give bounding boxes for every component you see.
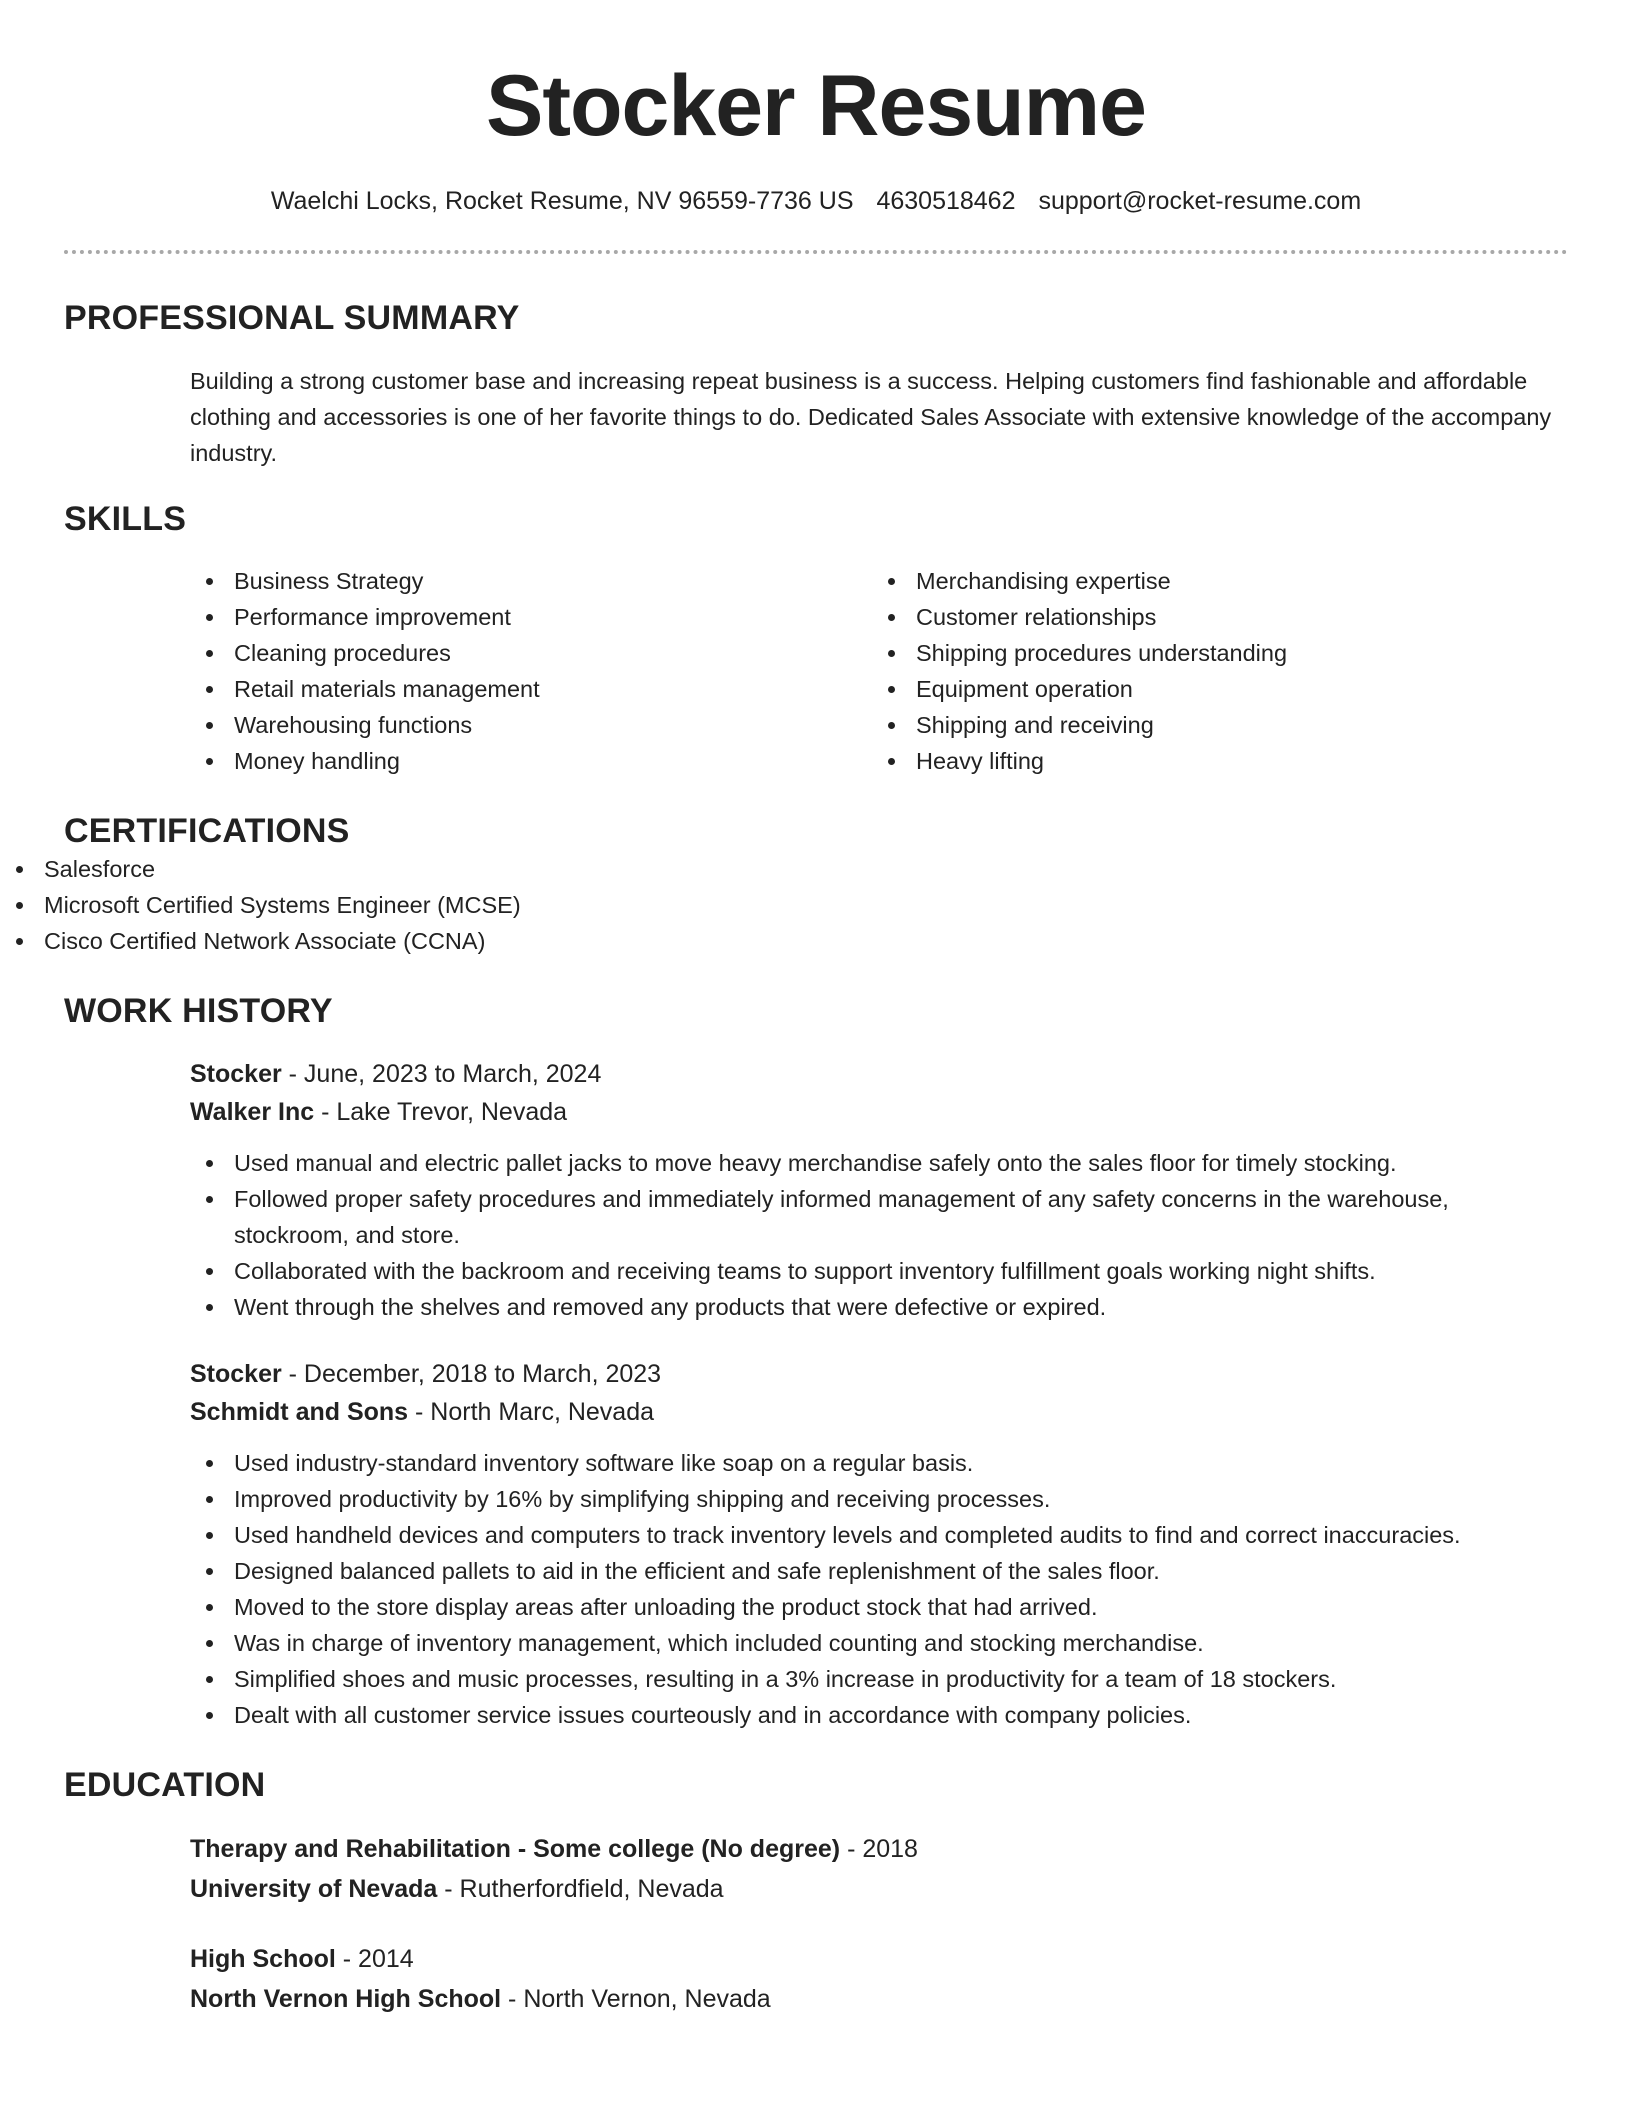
certification-item: Salesforce <box>0 851 1632 887</box>
skill-item: Shipping and receiving <box>872 707 1554 743</box>
skill-item: Equipment operation <box>872 671 1554 707</box>
education-degree-line <box>190 1829 1632 1869</box>
education-school-line <box>190 1979 1632 2019</box>
skill-item: Cleaning procedures <box>190 635 872 671</box>
education-school: University of Nevada <box>190 1875 438 1903</box>
skills-list <box>190 563 1632 779</box>
education-school-line <box>190 1869 1632 1909</box>
job-bullet: Dealt with all customer service issues courteously and in accordance with company policies. <box>190 1697 1570 1733</box>
contact-phone: 4630518462 <box>876 187 1016 215</box>
skill-item: Customer relationships <box>872 599 1554 635</box>
certifications-list <box>0 851 1632 959</box>
skill-item: Warehousing functions <box>190 707 872 743</box>
contact-address: Waelchi Locks, Rocket Resume, NV 96559-7736 US <box>270 187 854 215</box>
job-entry <box>190 1355 1632 1733</box>
job-entry <box>190 1055 1632 1325</box>
job-company: Schmidt and Sons <box>190 1398 409 1426</box>
education-year: - 2018 <box>840 1835 918 1863</box>
education-degree-line <box>190 1939 1632 1979</box>
education-heading: EDUCATION <box>64 1766 266 1804</box>
job-dates: - December, 2018 to March, 2023 <box>281 1360 662 1388</box>
education-degree: High School <box>190 1945 336 1973</box>
skills-column-left <box>190 563 872 779</box>
skill-item: Merchandising expertise <box>872 563 1554 599</box>
job-bullet: Used manual and electric pallet jacks to move heavy merchandise safely onto the sales floor for timely stocking. <box>190 1145 1570 1181</box>
certifications-heading: CERTIFICATIONS <box>64 812 350 850</box>
summary-text: Building a strong customer base and increasing repeat business is a success. Helping customers find fashionable and affordable clothing and accessories is one of her favorite things to do. Dedicated Sales Associate with extensive knowledge of the accompany industry. <box>190 368 1552 466</box>
skill-item: Business Strategy <box>190 563 872 599</box>
education-year: - 2014 <box>335 1945 414 1973</box>
job-bullet: Designed balanced pallets to aid in the efficient and safe replenishment of the sales floor. <box>190 1553 1570 1589</box>
job-bullet: Was in charge of inventory management, which included counting and stocking merchandise. <box>190 1625 1570 1661</box>
skills-heading: SKILLS <box>64 500 187 538</box>
job-dates: - June, 2023 to March, 2024 <box>281 1060 602 1088</box>
skill-item: Money handling <box>190 743 872 779</box>
job-location: - North Marc, Nevada <box>408 1398 655 1426</box>
education-degree: Therapy and Rehabilitation - Some college (No degree) <box>190 1835 841 1863</box>
education-location: - Rutherfordfield, Nevada <box>437 1875 724 1903</box>
certification-item: Cisco Certified Network Associate (CCNA) <box>0 923 1632 959</box>
resume-title: Stocker Resume <box>486 58 1146 154</box>
job-bullet: Improved productivity by 16% by simplifying shipping and receiving processes. <box>190 1481 1570 1517</box>
job-location: - Lake Trevor, Nevada <box>314 1098 568 1126</box>
job-role: Stocker <box>190 1060 282 1088</box>
contact-email: support@rocket-resume.com <box>1038 187 1362 215</box>
job-company-line <box>190 1393 1632 1431</box>
job-bullet: Simplified shoes and music processes, resulting in a 3% increase in productivity for a team of 18 stockers. <box>190 1661 1570 1697</box>
job-bullet: Moved to the store display areas after unloading the product stock that had arrived. <box>190 1589 1570 1625</box>
skill-item: Performance improvement <box>190 599 872 635</box>
education-entry <box>190 1829 1632 1909</box>
job-bullet: Went through the shelves and removed any products that were defective or expired. <box>190 1289 1570 1325</box>
skill-item: Shipping procedures understanding <box>872 635 1554 671</box>
job-bullets <box>190 1145 1570 1325</box>
skill-item: Retail materials management <box>190 671 872 707</box>
education-location: - North Vernon, Nevada <box>501 1985 771 2013</box>
job-title-line <box>190 1055 1632 1093</box>
header-divider <box>64 250 1568 254</box>
job-title-line <box>190 1355 1632 1393</box>
job-bullet: Followed proper safety procedures and immediately informed management of any safety concerns in the warehouse, stockroom, and store. <box>190 1181 1570 1253</box>
education-entry <box>190 1939 1632 2019</box>
skills-column-right <box>872 563 1554 779</box>
work-history-heading: WORK HISTORY <box>64 992 333 1030</box>
job-bullet: Used industry-standard inventory software like soap on a regular basis. <box>190 1445 1570 1481</box>
job-company-line <box>190 1093 1632 1131</box>
job-role: Stocker <box>190 1360 282 1388</box>
job-bullet: Collaborated with the backroom and receiving teams to support inventory fulfillment goals working night shifts. <box>190 1253 1570 1289</box>
job-bullets <box>190 1445 1570 1733</box>
certification-item: Microsoft Certified Systems Engineer (MCSE) <box>0 887 1632 923</box>
education-school: North Vernon High School <box>190 1985 502 2013</box>
job-bullet: Used handheld devices and computers to track inventory levels and completed audits to find and correct inaccuracies. <box>190 1517 1570 1553</box>
skill-item: Heavy lifting <box>872 743 1554 779</box>
job-company: Walker Inc <box>190 1098 315 1126</box>
contact-line <box>0 186 1632 216</box>
summary-heading: PROFESSIONAL SUMMARY <box>64 299 520 337</box>
